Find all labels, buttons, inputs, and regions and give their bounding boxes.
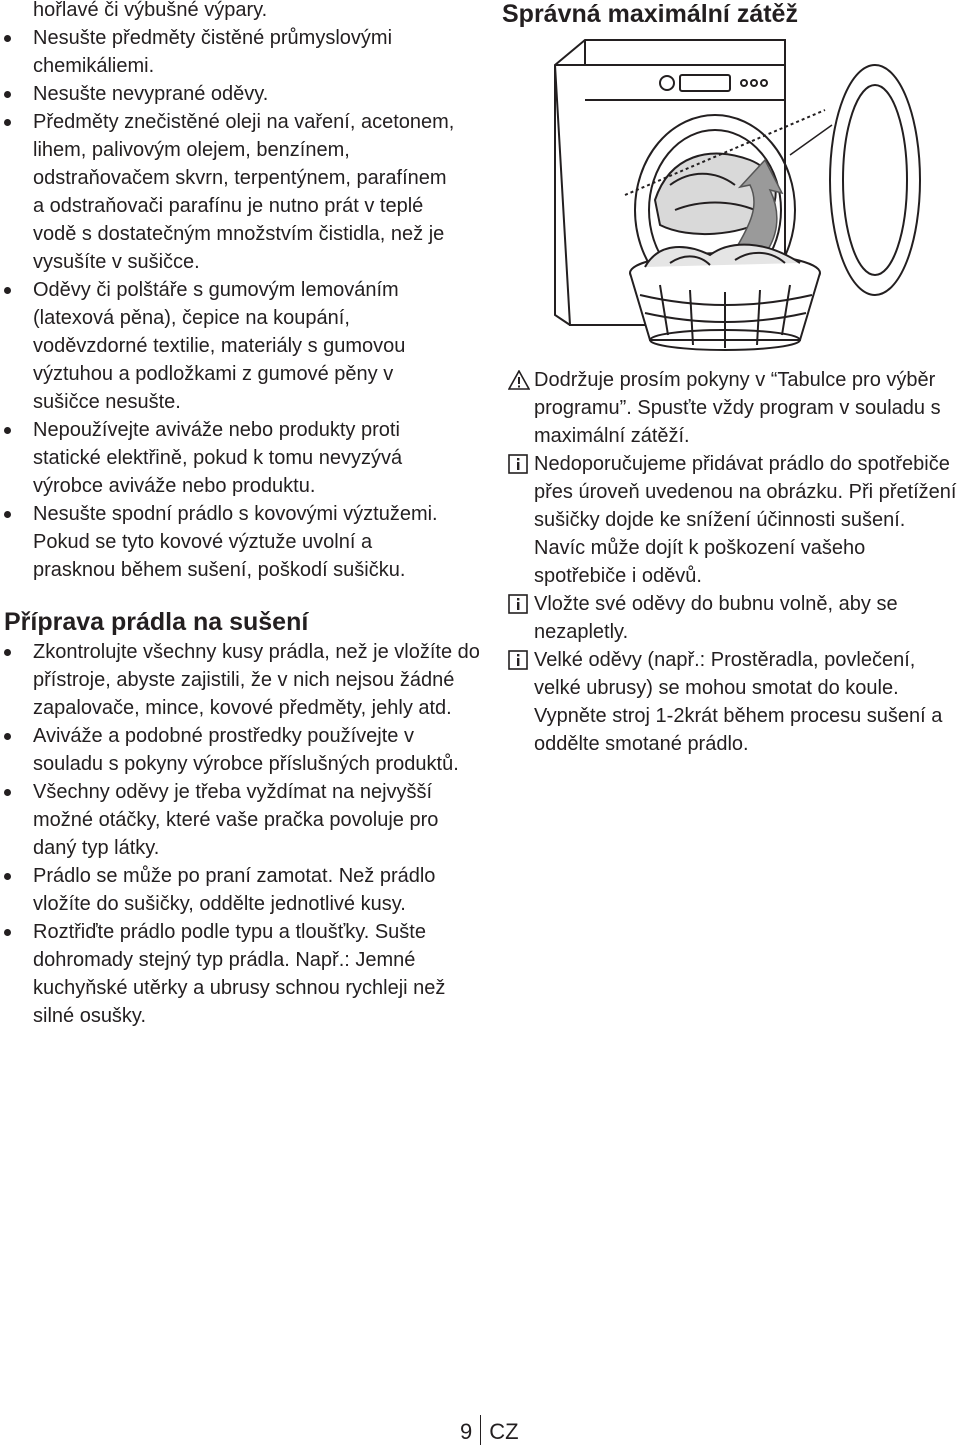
bullet-icon xyxy=(4,873,11,880)
list-item: Všechny oděvy je třeba vyždímat na nejvyšší možné otáčky, které vaše pračka povoluje pro daný typ látky. xyxy=(0,778,485,862)
info-icon xyxy=(508,594,530,614)
list-item: Oděvy či polštáře s gumovým lemováním (latexová pěna), čepice na koupání, voděvzdorné textilie, materiály s gumovou výztuhou a podložkami z gumové pěny v sušičce nesušte. xyxy=(0,276,455,416)
dryer-loading-basket-illustration xyxy=(550,35,935,355)
bullet-icon xyxy=(4,287,11,294)
info-icon xyxy=(508,454,530,474)
list-item: Předměty znečistěné oleji na vaření, acetonem, lihem, palivovým olejem, benzínem, odstraňovačem skvrn, terpentýnem, parafínem a odstraňovači parafínu je nutno prát v teplé vodě s dostatečným množstvím čistidla, než je vysušíte v sušičce. xyxy=(0,108,455,276)
list-item: Roztřiďte prádlo podle typu a tloušťky. Sušte dohromady stejný typ prádla. Např.: Jemné kuchyňské utěrky a ubrusy schnou rychleji než silné osušky. xyxy=(0,918,485,1030)
bullet-icon xyxy=(4,929,11,936)
note-warning: Dodržuje prosím pokyny v “Tabulce pro výběr programu”. Spusťte vždy program v souladu s maximální zátěží. xyxy=(508,366,958,450)
info-icon xyxy=(508,650,530,670)
note-info: Nedoporučujeme přidávat prádlo do spotřebiče přes úroveň uvedenou na obrázku. Při přetížení sušičky dojde ke snížení účinnosti sušení. Navíc může dojít k poškození vašeho spotřebiče i oděvů. xyxy=(508,450,958,590)
bullet-icon xyxy=(4,119,11,126)
list-item: Zkontrolujte všechny kusy prádla, než je vložíte do přístroje, abyste zajistili, že v nich nejsou žádné zapalovače, mince, kovové předměty, jehly atd. xyxy=(0,638,485,722)
list-item: Aviváže a podobné prostředky používejte v souladu s pokyny výrobce příslušných produktů. xyxy=(0,722,485,778)
list-item: Nesušte nevyprané oděvy. xyxy=(0,80,455,108)
bullet-icon xyxy=(4,511,11,518)
note-info: Vložte své oděvy do bubnu volně, aby se nezapletly. xyxy=(508,590,958,646)
page-number: 9 xyxy=(460,1419,473,1444)
language-code: CZ xyxy=(489,1419,519,1444)
safety-list xyxy=(0,24,455,584)
bullet-icon xyxy=(4,91,11,98)
bullet-icon xyxy=(4,789,11,796)
notes-list xyxy=(508,366,958,758)
list-item: Nesušte spodní prádlo s kovovými výztužemi. Pokud se tyto kovové výztuže uvolní a prasknou během sušení, poškodí sušičku. xyxy=(0,500,455,584)
bullet-icon xyxy=(4,733,11,740)
note-info: Velké oděvy (např.: Prostěradla, povlečení, velké ubrusy) se mohou smotat do koule. Vypněte stroj 1-2krát během procesu sušení a oddělte smotané prádlo. xyxy=(508,646,958,758)
bullet-icon xyxy=(4,649,11,656)
list-item: Nesušte předměty čistěné průmyslovými chemikáliemi. xyxy=(0,24,455,80)
footer-divider xyxy=(480,1415,481,1445)
warning-icon xyxy=(508,370,530,390)
continued-text: hořlavé či výbušné výpary. xyxy=(33,0,268,21)
bullet-icon xyxy=(4,35,11,42)
page-footer xyxy=(460,1415,519,1445)
list-item: Prádlo se může po praní zamotat. Než prádlo vložíte do sušičky, oddělte jednotlivé kusy. xyxy=(0,862,485,918)
section-title-max-load: Správná maximální zátěž xyxy=(502,0,798,28)
section-title-preparation: Příprava prádla na sušení xyxy=(4,608,309,636)
list-item: Nepoužívejte aviváže nebo produkty proti statické elektřině, pokud k tomu nevyzývá výrobce aviváže nebo produktu. xyxy=(0,416,455,500)
preparation-list xyxy=(0,638,485,1030)
bullet-icon xyxy=(4,427,11,434)
